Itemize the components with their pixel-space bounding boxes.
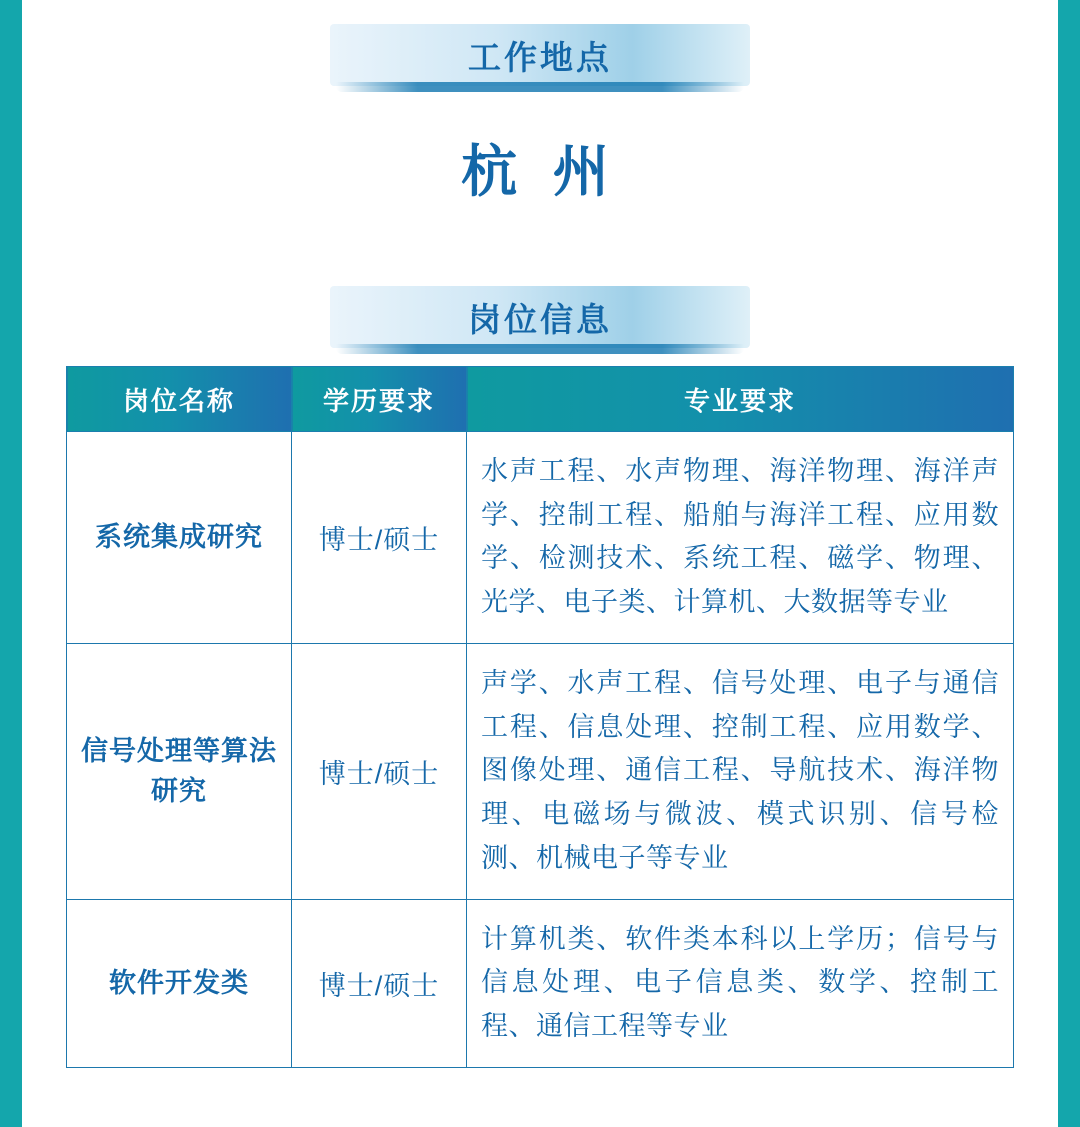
job-banner-label: 岗位信息: [468, 300, 612, 338]
table-header-education: 学历要求: [292, 367, 467, 432]
job-banner: [22, 286, 1058, 348]
table-header-row: [67, 367, 1014, 432]
table-row: [67, 643, 1014, 899]
page-frame-right: [1058, 0, 1080, 1127]
table-header-major: 专业要求: [467, 367, 1014, 432]
cell-education: 博士/硕士: [292, 432, 467, 644]
job-banner-plate: [330, 286, 750, 348]
table-row: [67, 899, 1014, 1067]
location-banner: [22, 24, 1058, 86]
table-row: [67, 432, 1014, 644]
cell-major: 声学、水声工程、信号处理、电子与通信工程、信息处理、控制工程、应用数学、图像处理、通信工程、导航技术、海洋物理、电磁场与微波、模式识别、信号检测、机械电子等专业: [467, 643, 1014, 899]
cell-major: 计算机类、软件类本科以上学历；信号与信息处理、电子信息类、数学、控制工程、通信工程等专业: [467, 899, 1014, 1067]
table-header-position-name: 岗位名称: [67, 367, 292, 432]
cell-position-name: 信号处理等算法研究: [67, 643, 292, 899]
job-table: [66, 366, 1014, 1068]
location-banner-label: 工作地点: [468, 38, 612, 76]
cell-position-name: 软件开发类: [67, 899, 292, 1067]
location-name: 杭 州: [461, 140, 619, 203]
page-frame-left: [0, 0, 22, 1127]
cell-position-name: 系统集成研究: [67, 432, 292, 644]
cell-major: 水声工程、水声物理、海洋物理、海洋声学、控制工程、船舶与海洋工程、应用数学、检测技术、系统工程、磁学、物理、光学、电子类、计算机、大数据等专业: [467, 432, 1014, 644]
location-banner-plate: [330, 24, 750, 86]
page-content: [22, 0, 1058, 1127]
cell-education: 博士/硕士: [292, 643, 467, 899]
job-table-wrapper: [66, 366, 1014, 1068]
cell-education: 博士/硕士: [292, 899, 467, 1067]
